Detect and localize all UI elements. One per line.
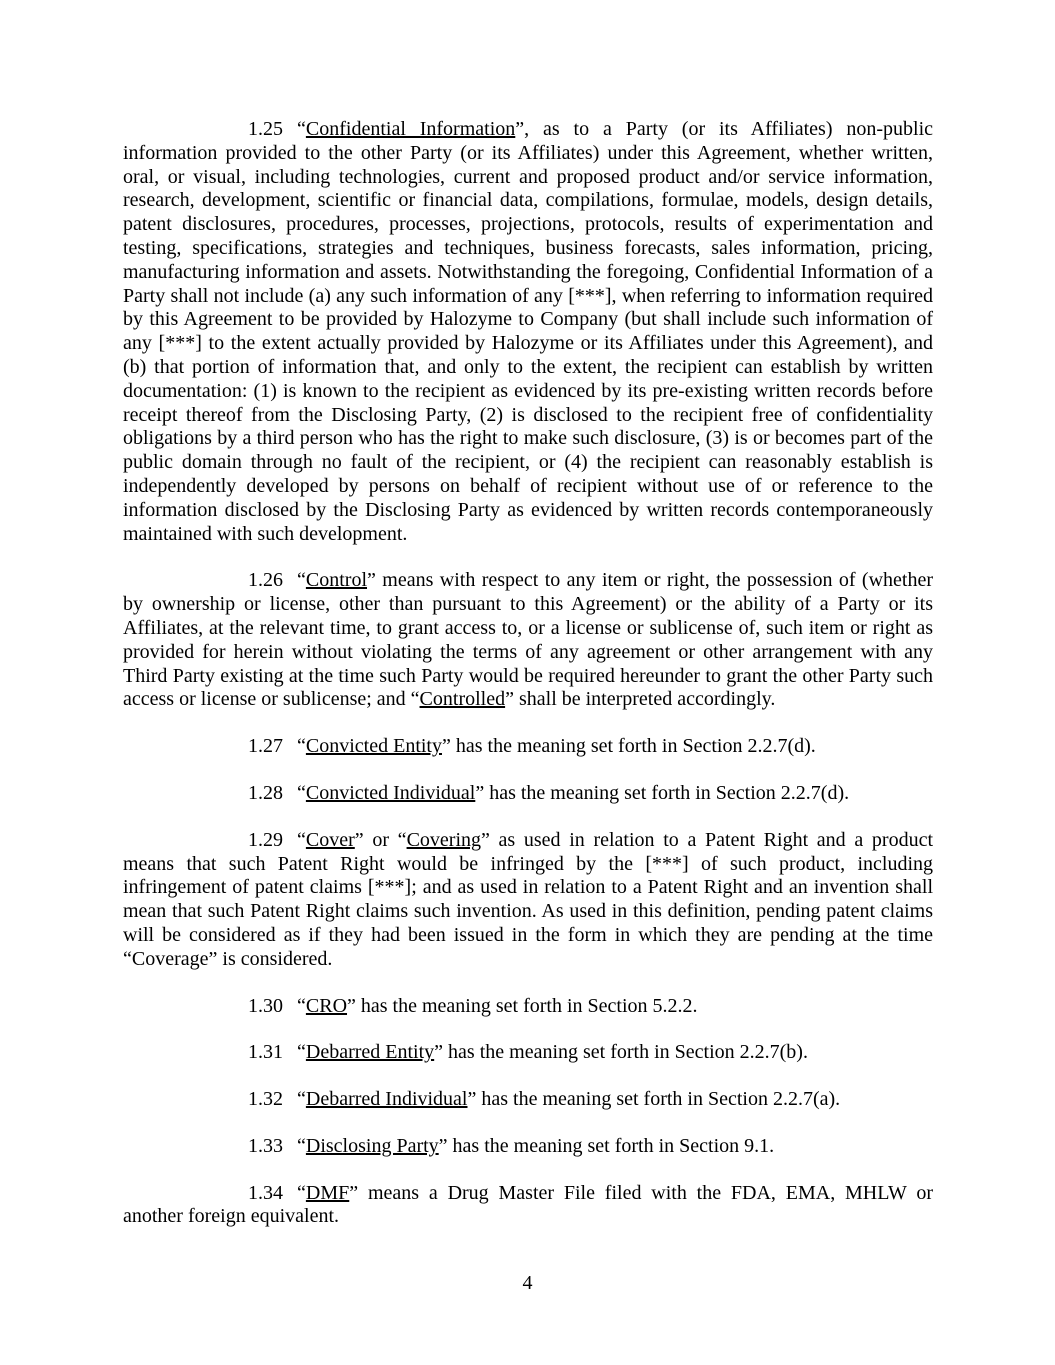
defined-term: CRO: [305, 994, 348, 1017]
defined-term: Covering: [406, 828, 481, 851]
section-number: 1.25: [248, 118, 283, 140]
text-segment: ” has the meaning set forth in Section 2.2.7(d).: [475, 781, 850, 804]
document-text-block: [123, 118, 933, 1229]
definition-cro: [123, 995, 933, 1019]
defined-term: Debarred Entity: [305, 1041, 435, 1064]
defined-term: Disclosing Party: [305, 1134, 439, 1157]
section-number: 1.31: [248, 1041, 283, 1064]
text-segment: “: [297, 828, 306, 851]
text-segment: ” has the meaning set forth in Section 9.1.: [438, 1134, 775, 1157]
section-number: 1.33: [248, 1134, 283, 1157]
text-segment: “: [297, 735, 306, 758]
definition-convicted-individual: [123, 782, 933, 806]
definition-dmf: [123, 1182, 933, 1230]
text-segment: ” has the meaning set forth in Section 2.2.7(b).: [434, 1041, 808, 1064]
text-segment: ” has the meaning set forth in Section 5.2.2.: [347, 994, 698, 1017]
text-segment: “: [297, 118, 306, 140]
defined-term: Convicted Entity: [305, 735, 442, 758]
section-number: 1.30: [248, 994, 283, 1017]
definition-control: [123, 569, 933, 712]
section-number: 1.27: [248, 735, 283, 758]
defined-term: Controlled: [419, 688, 506, 711]
defined-term: DMF: [305, 1181, 350, 1204]
defined-term: Cover: [305, 828, 355, 851]
text-segment: ” means a Drug Master File filed with the FDA, EMA, MHLW or another foreign equivalent.: [123, 1181, 933, 1228]
text-segment: “: [297, 1088, 306, 1111]
section-number: 1.28: [248, 781, 283, 804]
section-number: 1.32: [248, 1088, 283, 1111]
text-segment: ” has the meaning set forth in Section 2.2.7(d).: [441, 735, 816, 758]
text-segment: ” as used in relation to a Patent Right and a product means that such Patent Right would be infringed by the [***] of such product, including infringement of patent claims [***]; and as used in relation to a Patent Right and an invention shall mean that such Patent Right claims such invention. As used in this definition, pending patent claims will be considered as if they had been issued in the form in which they are pending at the time “Coverage” is considered.: [123, 828, 934, 970]
text-segment: ” has the meaning set forth in Section 2.2.7(a).: [467, 1088, 841, 1111]
definition-disclosing-party: [123, 1135, 933, 1159]
text-segment: “: [297, 994, 306, 1017]
text-segment: “: [297, 569, 306, 592]
definition-debarred-individual: [123, 1088, 933, 1112]
defined-term: Confidential Information: [305, 118, 516, 140]
defined-term: Debarred Individual: [305, 1088, 468, 1111]
definition-convicted-entity: [123, 735, 933, 759]
page-number: 4: [522, 1272, 533, 1294]
section-number: 1.26: [248, 569, 283, 592]
definition-confidential-information: [123, 118, 933, 546]
definition-debarred-entity: [123, 1041, 933, 1065]
section-number: 1.29: [248, 828, 283, 851]
definition-cover: [123, 829, 933, 972]
defined-term: Control: [305, 569, 368, 592]
text-segment: ”, as to a Party (or its Affiliates) non-public information provided to the other Party (or its Affiliates) under this Agreement, whether written, oral, or visual, including technologies, current and proposed product and/or service information, research, development, scientific or financial data, compilations, formulae, models, design details, patent disclosures, procedures, processes, projections, protocols, results of experimentation and testing, specifications, strategies and techniques, business forecasts, sales information, pricing, manufacturing information and assets. Notwithstanding the foregoing, Confidential Information of a Party shall not include (a) any such information of any [***], when referring to information required by this Agreement to be provided by Halozyme to Company (but shall include such information of any [***] to the extent actually provided by Halozyme or its Affiliates under this Agreement), and (b) that portion of information that, and only to the extent, the recipient can establish by written documentation: (1) is known to the recipient as evidenced by its pre-existing written records before receipt thereof from the Disclosing Party, (2) is disclosed to the recipient free of confidentiality obligations by a third person who has the right to make such disclosure, (3) is or becomes part of the public domain through no fault of the recipient, or (4) the recipient can reasonably establish is independently developed by persons on behalf of recipient without use of or reference to the information disclosed by the Disclosing Party as evidenced by written records contemporaneously maintained with such development.: [123, 118, 934, 545]
text-segment: ” shall be interpreted accordingly.: [505, 688, 776, 711]
section-number: 1.34: [248, 1181, 283, 1204]
text-segment: “: [297, 1181, 306, 1204]
text-segment: ” or “: [354, 828, 407, 851]
text-segment: ” means with respect to any item or right, the possession of (whether by ownership or license, other than pursuant to this Agreement) or the ability of a Party or its Affiliates, at the relevant time, to grant access to, or a license or sublicense of, such item or right as provided for herein without violating the terms of any agreement or other arrangement with any Third Party existing at the time such Party would be required hereunder to grant the other Party such access or license or sublicense; and “: [123, 569, 933, 711]
text-segment: “: [297, 1041, 306, 1064]
text-segment: “: [297, 1134, 306, 1157]
text-segment: “: [297, 781, 306, 804]
defined-term: Convicted Individual: [305, 781, 476, 804]
